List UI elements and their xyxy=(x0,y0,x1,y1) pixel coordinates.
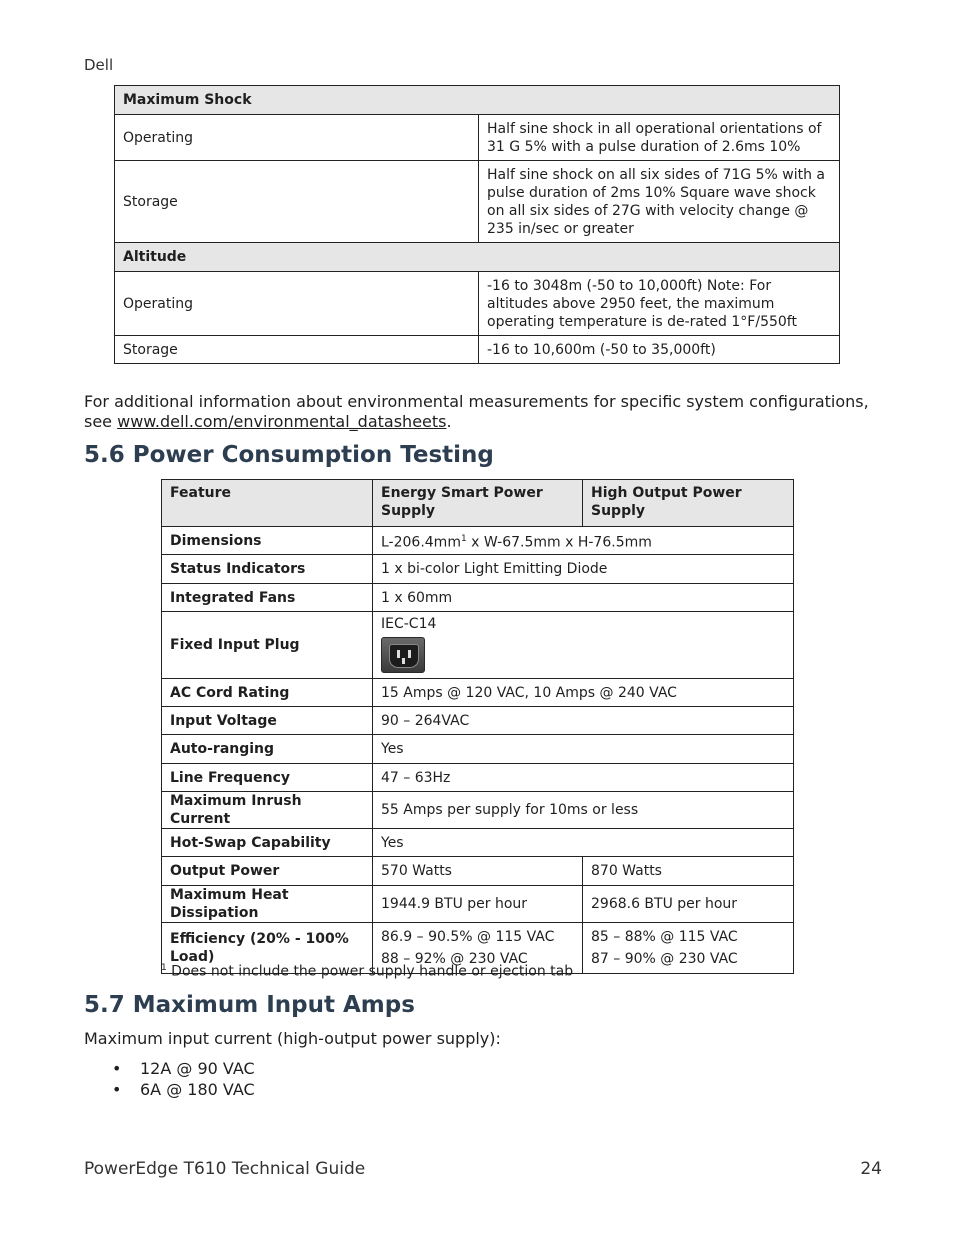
header-feature: Feature xyxy=(162,480,373,527)
row-value: 47 – 63Hz xyxy=(373,764,794,792)
plug-type: IEC-C14 xyxy=(381,616,437,632)
table-row xyxy=(115,336,840,364)
table-row xyxy=(162,555,794,584)
table-header-row xyxy=(162,480,794,527)
row-label: Efficiency (20% - 100% Load) xyxy=(162,923,373,974)
table-row xyxy=(162,857,794,886)
row-value-energy: 1944.9 BTU per hour xyxy=(373,886,583,923)
row-label: Output Power xyxy=(162,857,373,886)
list-item: • 12A @ 90 VAC xyxy=(112,1058,255,1079)
footnote-marker: 1 xyxy=(460,533,467,544)
power-inlet-icon xyxy=(381,637,425,673)
dimensions-length: L-206.4mm xyxy=(381,534,461,551)
table-row xyxy=(162,764,794,792)
section-heading-max-input-amps: 5.7 Maximum Input Amps xyxy=(84,992,415,1018)
table-row xyxy=(162,707,794,735)
footnote-text: Does not include the power supply handle or ejection tab xyxy=(166,963,574,980)
altitude-section-title: Altitude xyxy=(115,243,840,272)
row-label: Storage xyxy=(115,336,479,364)
row-value-high xyxy=(583,923,794,974)
row-label: Auto-ranging xyxy=(162,735,373,764)
row-value xyxy=(373,612,794,679)
table-row xyxy=(162,527,794,555)
row-value: -16 to 3048m (-50 to 10,000ft) Note: For altitudes above 2950 feet, the maximum operating temperature is de-rated 1°F/550ft xyxy=(479,272,840,336)
row-value-high: 2968.6 BTU per hour xyxy=(583,886,794,923)
row-label: Dimensions xyxy=(162,527,373,555)
row-label: Fixed Input Plug xyxy=(162,612,373,679)
table-row xyxy=(115,161,840,243)
efficiency-230: 88 – 92% @ 230 VAC xyxy=(381,951,528,967)
table-row xyxy=(162,679,794,707)
info-end: . xyxy=(446,412,452,431)
row-value xyxy=(373,527,794,555)
list-item: • 6A @ 180 VAC xyxy=(112,1079,255,1100)
row-value: 15 Amps @ 120 VAC, 10 Amps @ 240 VAC xyxy=(373,679,794,707)
efficiency-115: 86.9 – 90.5% @ 115 VAC xyxy=(381,929,555,945)
table-row xyxy=(162,612,794,679)
shock-section-title: Maximum Shock xyxy=(115,86,840,115)
datasheets-link[interactable]: www.dell.com/environmental_datasheets xyxy=(117,412,447,431)
row-value: 1 x bi-color Light Emitting Diode xyxy=(373,555,794,584)
max-input-intro: Maximum input current (high-output power supply): xyxy=(84,1029,501,1048)
table-row xyxy=(162,584,794,612)
row-value: 90 – 264VAC xyxy=(373,707,794,735)
footnote-mark: 1 xyxy=(161,963,167,973)
row-label: Integrated Fans xyxy=(162,584,373,612)
environmental-table xyxy=(114,85,840,364)
row-label: Storage xyxy=(115,161,479,243)
header-energy-smart: Energy Smart Power Supply xyxy=(373,480,583,527)
row-label: Operating xyxy=(115,115,479,161)
row-value: Half sine shock on all six sides of 71G 5% with a pulse duration of 2ms 10% Square wave shock on all six sides of 27G with velocity change @ 235 in/sec or greater xyxy=(479,161,840,243)
info-text: For additional information about environmental measurements for specific system configurations, see xyxy=(84,392,869,431)
row-value-high: 870 Watts xyxy=(583,857,794,886)
row-value: 55 Amps per supply for 10ms or less xyxy=(373,792,794,829)
table-footnote xyxy=(161,963,573,980)
header-high-output: High Output Power Supply xyxy=(583,480,794,527)
page-header-company: Dell xyxy=(84,56,114,74)
row-label: Input Voltage xyxy=(162,707,373,735)
table-row xyxy=(162,886,794,923)
row-value: 1 x 60mm xyxy=(373,584,794,612)
row-label: Maximum Heat Dissipation xyxy=(162,886,373,923)
table-row xyxy=(115,272,840,336)
table-row xyxy=(162,735,794,764)
row-label: Line Frequency xyxy=(162,764,373,792)
table-row xyxy=(162,829,794,857)
row-label: Hot-Swap Capability xyxy=(162,829,373,857)
row-value-energy: 570 Watts xyxy=(373,857,583,886)
environmental-info-paragraph xyxy=(84,392,884,432)
row-label: Operating xyxy=(115,272,479,336)
max-input-list xyxy=(112,1058,255,1100)
footer-page-number: 24 xyxy=(860,1159,882,1179)
row-label: Maximum Inrush Current xyxy=(162,792,373,829)
efficiency-230: 87 – 90% @ 230 VAC xyxy=(591,951,738,967)
section-heading-power-consumption: 5.6 Power Consumption Testing xyxy=(84,442,494,468)
row-label: Status Indicators xyxy=(162,555,373,584)
row-value: Half sine shock in all operational orientations of 31 G 5% with a pulse duration of 2.6ms 10% xyxy=(479,115,840,161)
dimensions-rest: x W-67.5mm x H-76.5mm xyxy=(466,534,652,551)
row-value: -16 to 10,600m (-50 to 35,000ft) xyxy=(479,336,840,364)
table-row xyxy=(162,792,794,829)
row-label: AC Cord Rating xyxy=(162,679,373,707)
efficiency-115: 85 – 88% @ 115 VAC xyxy=(591,929,738,945)
row-value: Yes xyxy=(373,735,794,764)
footer-guide-title: PowerEdge T610 Technical Guide xyxy=(84,1159,366,1179)
power-supply-table xyxy=(161,479,794,974)
table-row xyxy=(115,115,840,161)
row-value: Yes xyxy=(373,829,794,857)
